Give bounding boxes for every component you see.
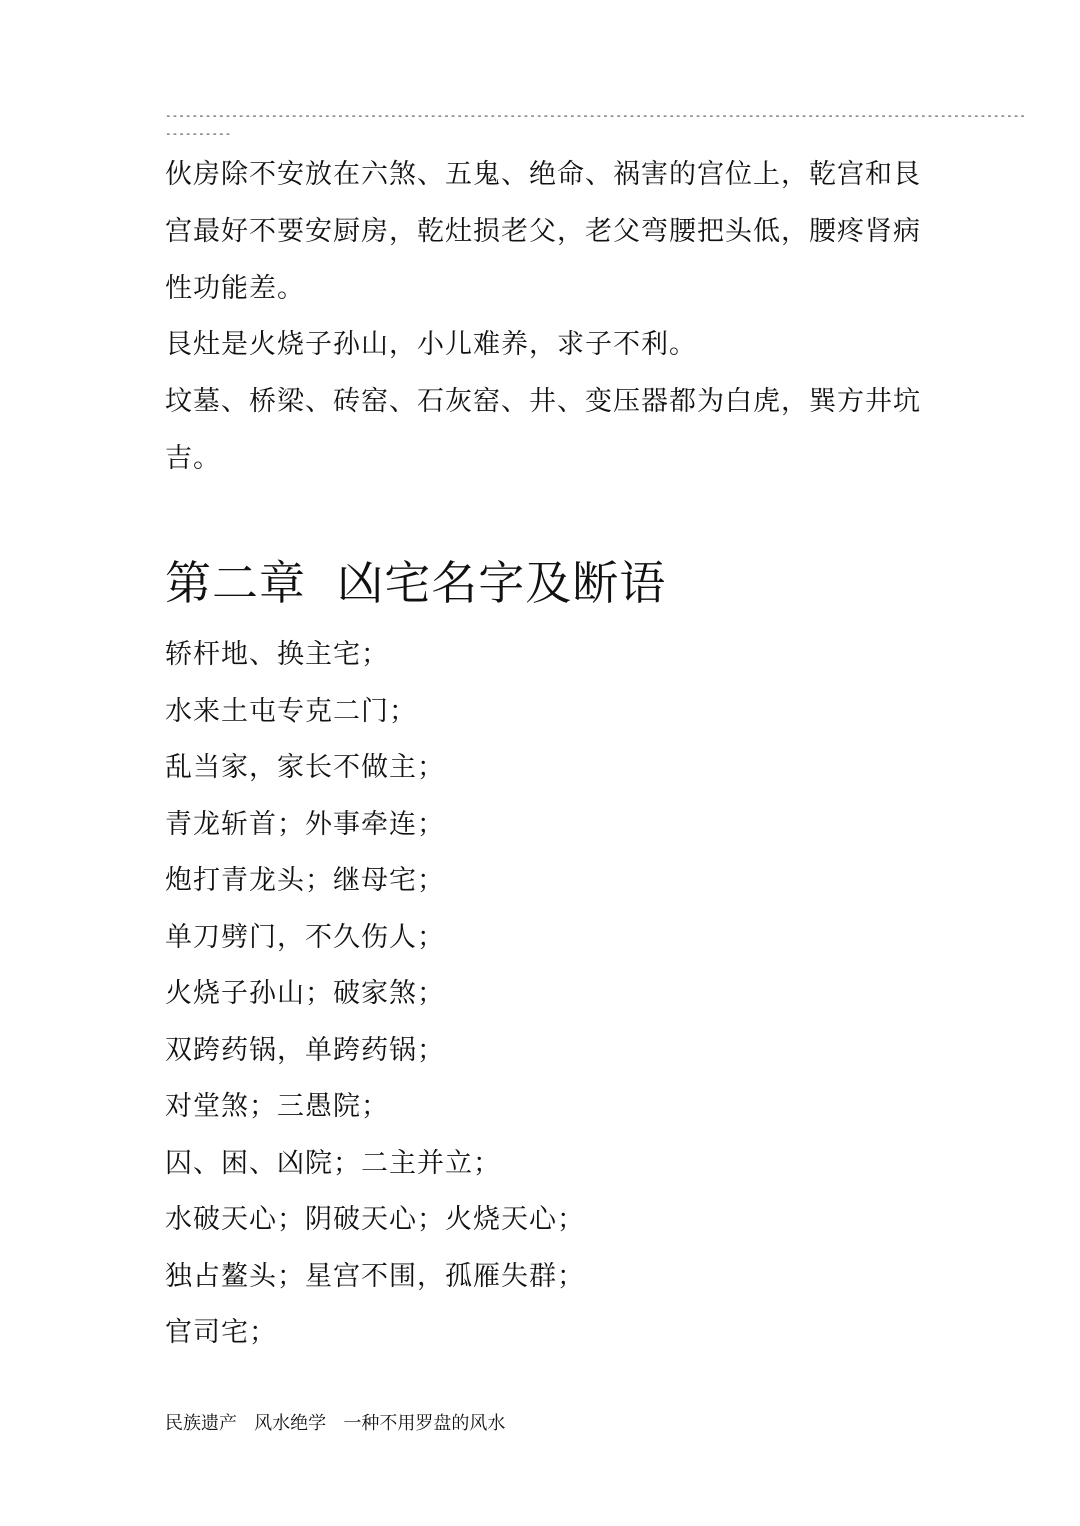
list-item: 乱当家，家长不做主； xyxy=(165,752,445,783)
separator-line-continued: ---------- xyxy=(165,127,232,140)
list-item: 青龙斩首；外事牵连； xyxy=(165,808,445,840)
list-item: 水破天心；阴破天心；火烧天心； xyxy=(165,1204,585,1235)
list-item: 单刀劈门，不久伤人； xyxy=(165,921,445,953)
house-names-list xyxy=(165,627,585,1362)
separator-line: ---------------------------------------------------------------------------------------------------------------------------------- xyxy=(165,109,1026,122)
list-item: 水来土屯专克二门； xyxy=(165,695,417,727)
list-item: 对堂煞；三愚院； xyxy=(165,1091,389,1122)
chapter-heading: 第二章 凶宅名字及断语 xyxy=(165,556,667,610)
list-item: 囚、困、凶院；二主并立； xyxy=(165,1147,501,1179)
list-item: 独占鳌头；星宫不围，孤雁失群； xyxy=(165,1260,585,1292)
list-item: 官司宅； xyxy=(165,1317,277,1348)
list-item: 轿杆地、换主宅； xyxy=(165,639,389,670)
list-item: 双跨药锅，单跨药锅； xyxy=(165,1034,445,1066)
paragraph-gen-stove: 艮灶是火烧子孙山，小儿难养，求子不利。 xyxy=(165,329,697,360)
paragraph-white-tiger: 坟墓、桥梁、砖窑、石灰窑、井、变压器都为白虎，巽方井坑吉。 xyxy=(165,386,921,474)
page-footer: 民族遗产 风水绝学 一种不用罗盘的风水 xyxy=(165,1413,506,1434)
list-item: 火烧子孙山；破家煞； xyxy=(165,978,445,1009)
paragraph-kitchen-placement: 伙房除不安放在六煞、五鬼、绝命、祸害的宫位上，乾宫和艮宫最好不要安厨房，乾灶损老父，老父弯腰把头低，腰疼肾病性功能差。 xyxy=(165,159,921,304)
list-item: 炮打青龙头；继母宅； xyxy=(165,865,445,896)
